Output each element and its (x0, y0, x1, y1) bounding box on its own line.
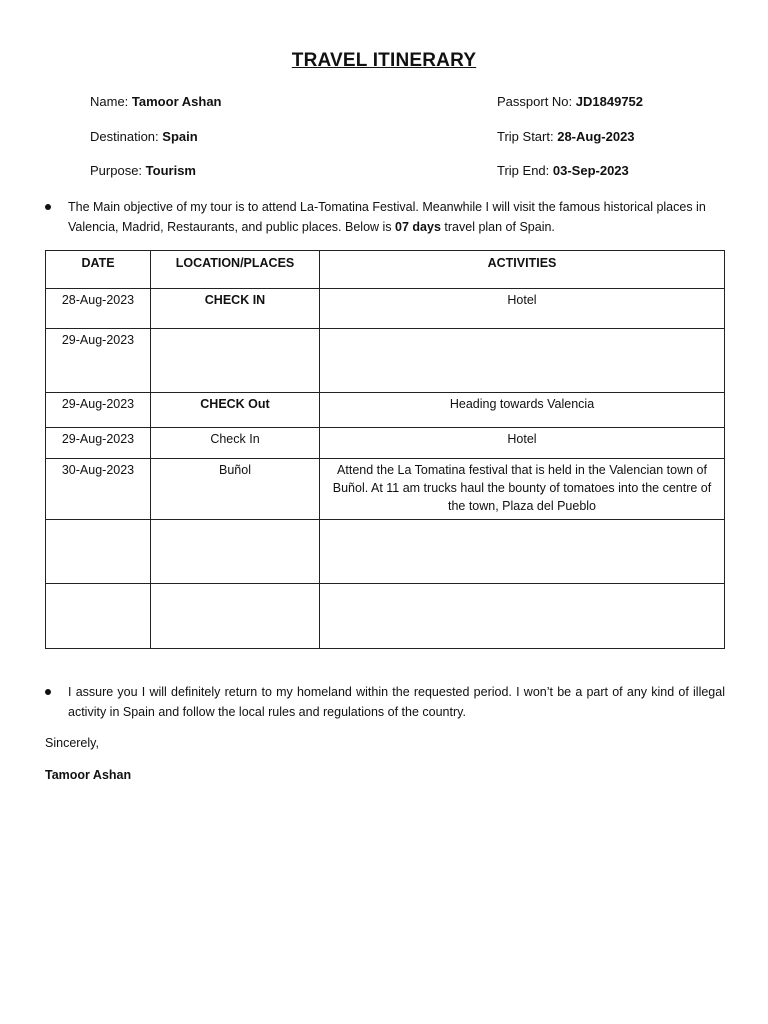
intro-bullet (45, 197, 725, 239)
passport-label: Passport No: (497, 94, 573, 109)
row-date: 29-Aug-2023 (46, 428, 151, 459)
row-location (151, 520, 320, 584)
row-activity (320, 584, 725, 649)
table-row (46, 428, 725, 459)
row-location: CHECK IN (151, 289, 320, 329)
row-date: 30-Aug-2023 (46, 459, 151, 520)
table-row (46, 393, 725, 428)
name-value: Tamoor Ashan (131, 94, 222, 109)
table-row (46, 520, 725, 584)
table-row (46, 584, 725, 649)
row-date: 29-Aug-2023 (46, 329, 151, 393)
purpose-label: Purpose: (90, 163, 143, 178)
header-date: DATE (46, 251, 151, 289)
row-location: CHECK Out (151, 393, 320, 428)
row-date (46, 584, 151, 649)
intro-text-before: The Main objective of my tour is to attend La-Tomatina Festival. Meanwhile I will visit the famous historical places in Valencia, Madrid, Restaurants, and public places. Below is (68, 200, 706, 234)
trip-start-label: Trip Start: (497, 129, 554, 144)
header-activities: ACTIVITIES (320, 251, 725, 289)
name-field (90, 94, 222, 109)
row-activity (320, 520, 725, 584)
row-location: Buñol (151, 459, 320, 520)
purpose-value: Tourism (145, 163, 196, 178)
intro-text-after: travel plan of Spain. (444, 220, 555, 234)
passport-value: JD1849752 (575, 94, 644, 109)
purpose-field (90, 163, 196, 178)
page-title: TRAVEL ITINERARY (291, 50, 477, 71)
destination-value: Spain (162, 129, 198, 144)
row-date: 28-Aug-2023 (46, 289, 151, 329)
row-activity: Heading towards Valencia (320, 393, 725, 428)
trip-end-label: Trip End: (497, 163, 550, 178)
row-location (151, 329, 320, 393)
row-date (46, 520, 151, 584)
salutation: Sincerely, (45, 736, 99, 750)
row-activity: Hotel (320, 428, 725, 459)
table-header-row (46, 251, 725, 289)
bullet-icon (45, 689, 51, 695)
row-activity: Hotel (320, 289, 725, 329)
signature-name: Tamoor Ashan (45, 768, 132, 782)
row-date: 29-Aug-2023 (46, 393, 151, 428)
trip-end-value: 03-Sep-2023 (552, 163, 629, 178)
passport-field (497, 94, 643, 109)
intro-paragraph (68, 197, 725, 237)
name-label: Name: (90, 94, 129, 109)
table-row (46, 289, 725, 329)
destination-field (90, 129, 198, 144)
trip-end-field (497, 163, 629, 178)
row-location: Check In (151, 428, 320, 459)
row-activity (320, 329, 725, 393)
trip-start-field (497, 129, 635, 144)
assurance-paragraph: I assure you I will definitely return to my homeland within the requested period. I won’t be a part of any kind of illegal activity in Spain and follow the local rules and regulations of the country. (68, 685, 725, 719)
header-location: LOCATION/PLACES (151, 251, 320, 289)
table-row (46, 329, 725, 393)
row-activity: Attend the La Tomatina festival that is held in the Valencian town of Buñol. At 11 am trucks haul the bounty of tomatoes into the centre of the town, Plaza del Pueblo (320, 459, 725, 520)
assurance-bullet (45, 682, 725, 724)
itinerary-table (45, 250, 725, 649)
destination-label: Destination: (90, 129, 159, 144)
trip-start-value: 28-Aug-2023 (557, 129, 635, 144)
table-row (46, 459, 725, 520)
intro-days: 07 days (395, 220, 441, 234)
bullet-icon (45, 204, 51, 210)
row-location (151, 584, 320, 649)
